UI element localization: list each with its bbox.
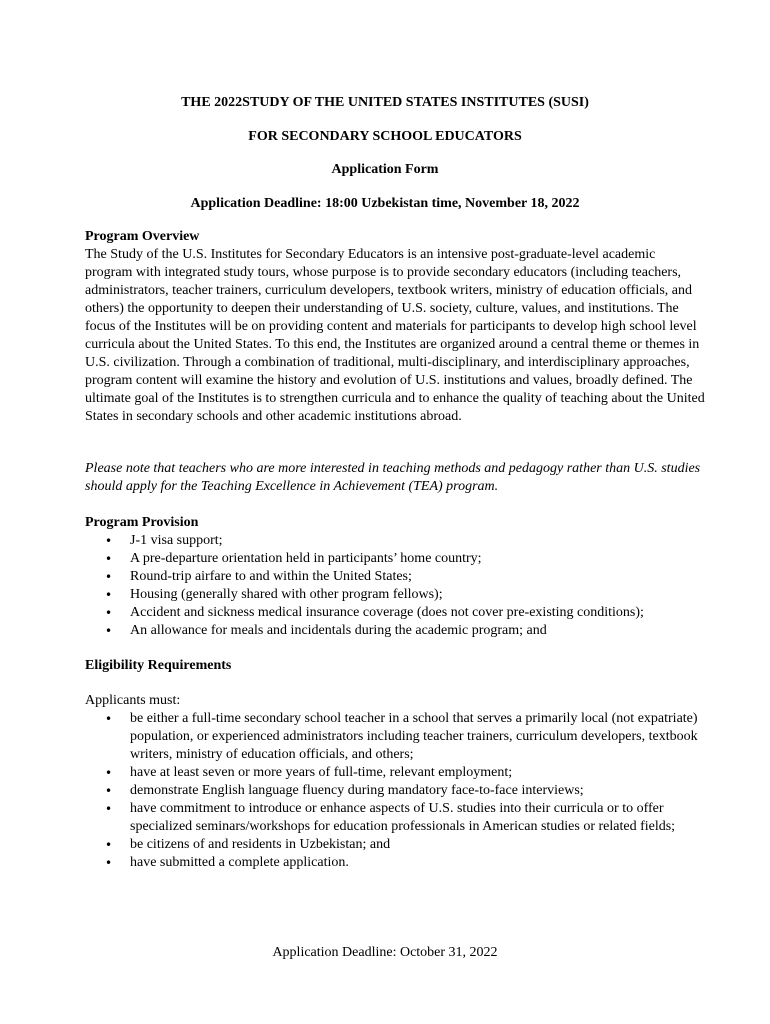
footer-deadline: Application Deadline: October 31, 2022 <box>272 945 498 960</box>
list-item: • Housing (generally shared with other program fellows); <box>85 586 715 604</box>
program-overview-heading: Program Overview <box>85 229 200 244</box>
list-item: • Round-trip airfare to and within the United States; <box>85 568 715 586</box>
form-title: Application Form <box>331 162 439 177</box>
list-item: • be either a full-time secondary school teacher in a school that serves a primarily local (not expatriate) population, or experienced administrators including teacher trainers, curriculum developers, textbook writers, ministry of education officials, and others; <box>85 710 715 764</box>
list-item: • have submitted a complete application. <box>85 854 715 872</box>
list-item: • have at least seven or more years of full-time, relevant employment; <box>85 764 715 782</box>
title-line-1: THE 2022STUDY OF THE UNITED STATES INSTITUTES (SUSI) <box>181 95 589 110</box>
deadline-header: Application Deadline: 18:00 Uzbekistan time, November 18, 2022 <box>190 196 580 211</box>
title-line-2: FOR SECONDARY SCHOOL EDUCATORS <box>248 129 522 144</box>
list-item: • demonstrate English language fluency during mandatory face-to-face interviews; <box>85 782 715 800</box>
eligibility-heading: Eligibility Requirements <box>85 658 232 673</box>
eligibility-list <box>85 710 715 872</box>
list-item: • A pre-departure orientation held in participants’ home country; <box>85 550 715 568</box>
program-provision-heading: Program Provision <box>85 515 199 530</box>
program-note: Please note that teachers who are more interested in teaching methods and pedagogy rather than U.S. studies should apply for the Teaching Excellence in Achievement (TEA) program. <box>85 461 701 494</box>
list-item: • An allowance for meals and incidentals during the academic program; and <box>85 622 715 640</box>
program-overview-text: The Study of the U.S. Institutes for Secondary Educators is an intensive post-graduate-level academic program with integrated study tours, whose purpose is to provide secondary educators (including teachers, administrators, teacher trainers, curriculum developers, textbook writers, ministry of education officials, and others) the opportunity to deepen their understanding of U.S. society, culture, values, and institutions. The focus of the Institutes will be on providing content and materials for participants to develop high school level curricula about the United States. To this end, the Institutes are organized around a central theme or themes in U.S. civilization. Through a combination of traditional, multi-disciplinary, and interdisciplinary approaches, program content will examine the history and evolution of U.S. institutions and values, broadly defined. The ultimate goal of the Institutes is to strengthen curricula and to enhance the quality of teaching about the United States in secondary schools and other academic institutions abroad. <box>85 247 705 424</box>
list-item: • J-1 visa support; <box>85 532 715 550</box>
list-item: • have commitment to introduce or enhance aspects of U.S. studies into their curricula or to offer specialized seminars/workshops for education professionals in American studies or related fields; <box>85 800 715 836</box>
program-provision-list <box>85 532 715 640</box>
list-item: • Accident and sickness medical insurance coverage (does not cover pre-existing conditions); <box>85 604 715 622</box>
list-item: • be citizens of and residents in Uzbekistan; and <box>85 836 715 854</box>
eligibility-intro: Applicants must: <box>85 693 181 708</box>
